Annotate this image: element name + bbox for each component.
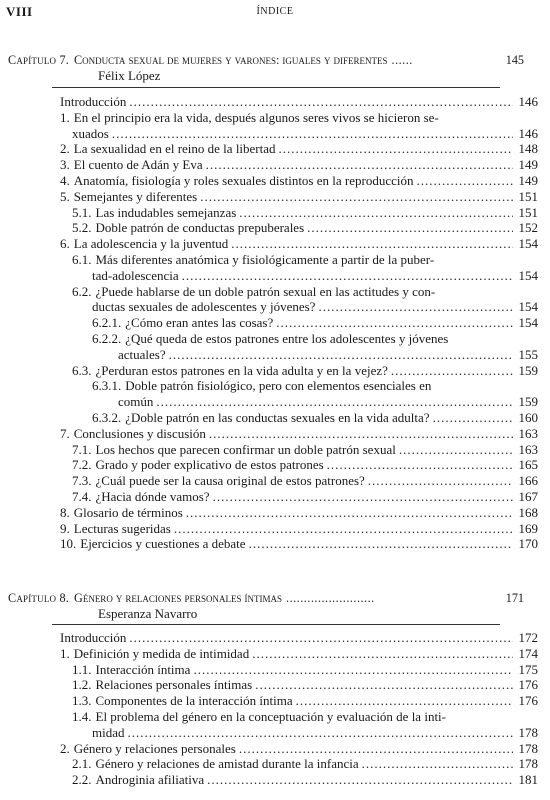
toc-entry-text: Androginia afiliativa [95,772,205,788]
dot-leader [279,141,513,157]
toc-entry-number: 10. [60,536,77,552]
toc-entry [8,410,538,426]
toc-entry-page: 148 [518,141,538,157]
toc-entry-number: 3. [60,157,70,173]
running-header [6,4,544,22]
toc-entry-number: 7.4. [72,488,92,504]
dot-leader [186,505,513,521]
toc-entry-page: 166 [518,473,538,489]
dot-leader [239,205,513,221]
toc-entry-text-continued: xuados [72,125,109,141]
toc-entry-page: 165 [518,457,538,473]
dot-leader [252,646,513,662]
chapter-author: Félix López [98,68,161,84]
toc-entry-number: 1. [60,109,70,125]
chapter-label: Capítulo 7. [8,53,70,67]
toc-entry [8,630,538,646]
toc-entry-page: 152 [518,220,538,236]
toc-entry-page: 176 [518,677,538,693]
toc-entry [8,536,538,552]
toc-entry-page: 170 [518,536,538,552]
toc-entry-number: 7.1. [72,441,92,457]
toc-entry [8,173,538,189]
toc-entry-text: Glosario de términos [73,504,183,520]
divider [52,624,500,625]
toc-entry-page: 181 [518,772,538,788]
toc-entry-number: 2.1. [72,756,92,772]
dot-leader [169,347,513,363]
toc-entry [8,646,538,662]
dot-leader [416,173,513,189]
dot-leader [368,473,513,489]
toc-entry-number: 6.2. [72,283,92,299]
toc-entry-number: 1.1. [72,661,92,677]
toc-entry-text: Conclusiones y discusión [73,425,206,441]
dot-leader [129,630,513,646]
dot-leader [399,442,513,458]
toc-entry-text: ¿Qué queda de estos patrones entre los adolescentes y jóvenes [125,330,449,346]
chapter-label: Capítulo 8. [8,591,70,605]
toc-entry-page: 149 [518,172,538,188]
toc-entry-page: 169 [518,520,538,536]
toc-entry-number: 8. [60,504,70,520]
dot-leader [255,677,513,693]
toc-entry-text: ¿Hacia dónde vamos? [95,488,210,504]
toc-entry-text: ¿Cuál puede ser la causa original de estos patrones? [95,473,365,489]
toc-entry-page: 163 [518,441,538,457]
toc-entry-text: Más diferentes anatómica y fisiológicamente a partir de la puber- [95,251,435,267]
chapter-heading: Capítulo 7. Conducta sexual de mujeres y varones: iguales y diferentes ...... 145 Félix López [8,53,524,84]
toc-entry [8,252,538,284]
toc-entry [8,489,538,505]
toc-entry [8,94,538,110]
toc-entry [8,505,538,521]
dot-leader [239,741,513,757]
toc-entry-number: 1.4. [72,708,92,724]
toc-entry-page: 175 [518,661,538,677]
toc-entry-number: 5.2. [72,220,92,236]
toc-entry-number: 6. [60,236,70,252]
toc-entry-number: 7.2. [72,457,92,473]
toc-entry [8,157,538,173]
dot-leader [276,315,513,331]
toc-entry [8,442,538,458]
dot-leader [207,772,513,788]
toc-entry-page: 154 [518,267,538,283]
toc-entry-page: 149 [518,157,538,173]
toc-entry-number: 6.2.1. [92,315,122,331]
toc-entry-text: ¿Doble patrón en las conductas sexuales en la vida adulta? [125,409,430,425]
toc-entry-page: 178 [518,756,538,772]
toc-entry [8,236,538,252]
toc-entry [8,284,538,316]
toc-entry-text: Definición y medida de intimidad [73,645,250,661]
toc-entry-page: 151 [518,188,538,204]
toc-list [8,94,538,552]
toc-entry [8,378,538,410]
chapter-heading: Capítulo 8. Género y relaciones personales íntimas ......................... 171 Esperanza Navarro [8,591,524,622]
toc-entry-text: ¿Puede hablarse de un doble patrón sexual en las actitudes y con- [95,283,436,299]
toc-entry-page: 154 [518,236,538,252]
dot-leader [128,725,514,741]
toc-entry-text: Género y relaciones de amistad durante la infancia [95,756,359,772]
toc-entry [8,457,538,473]
toc-entry-number: 7.3. [72,473,92,489]
toc-entry-text-continued: midad [92,724,125,740]
toc-entry-page: 154 [518,315,538,331]
toc-entry-page: 176 [518,693,538,709]
dot-leader [206,157,513,173]
toc-entry-number: 5.1. [72,204,92,220]
toc-entry-page: 163 [518,425,538,441]
toc-entry-text: Ejercicios y cuestiones a debate [80,536,246,552]
toc-entry-page: 146 [518,125,538,141]
toc-entry-text: Doble patrón fisiológico, pero con elementos esenciales en [125,378,432,394]
toc-entry-number: 1. [60,645,70,661]
toc-entry-number: 6.3.1. [92,378,122,394]
toc-entry-text-continued: actuales? [118,346,166,362]
toc-entry-page: 159 [518,394,538,410]
running-title: ÍNDICE [256,6,294,17]
toc-entry-number: 2. [60,740,70,756]
toc-entry-text: Interacción íntima [95,661,191,677]
dot-leader [174,521,513,537]
toc-entry-text-continued: tad-adolescencia [92,267,179,283]
toc-entry [8,709,538,741]
chapter-page: 171 [505,591,524,605]
toc-entry-number: 2.2. [72,772,92,788]
toc-entry [8,189,538,205]
toc-entry [8,677,538,693]
dot-leader [249,536,513,552]
toc-entry-text: ¿Perduran estos patrones en la vida adulta y en la vejez? [95,362,388,378]
toc-entry-text: La sexualidad en el reino de la libertad [73,141,276,157]
chapter-title: Conducta sexual de mujeres y varones: iguales y diferentes [74,53,388,67]
toc-entry [8,693,538,709]
dot-leader [200,189,513,205]
toc-entry [8,426,538,442]
toc-entry-number: 7. [60,425,70,441]
dot-leader [156,394,513,410]
dot-leader [213,489,513,505]
toc-entry-page: 154 [518,299,538,315]
toc-entry-number: 5. [60,188,70,204]
toc-entry [8,662,538,678]
toc-entry-text: El cuento de Adán y Eva [73,157,203,173]
toc-entry-page: 178 [518,740,538,756]
toc-entry-text: Género y relaciones personales [73,740,236,756]
dot-leader [362,756,513,772]
toc-entry-number: 4. [60,172,70,188]
toc-entry [8,363,538,379]
dot-leader [391,363,513,379]
toc-entry [8,756,538,772]
dot-leader [318,299,513,315]
toc-entry [8,205,538,221]
toc-entry-text: Los hechos que parecen confirmar un doble patrón sexual [95,441,396,457]
toc-entry-text: Grado y poder explicativo de estos patrones [95,457,324,473]
dot-leader [327,457,513,473]
dot-leader [231,236,513,252]
chapter-title: Género y relaciones personales íntimas [74,591,283,605]
toc-entry-page: 155 [518,346,538,362]
dot-leader [193,662,513,678]
toc-entry-page: 168 [518,504,538,520]
toc-entry-number: 9. [60,520,70,536]
toc-entry-number: 6.3. [72,362,92,378]
toc-entry [8,331,538,363]
toc-entry-page: 146 [518,94,538,109]
toc-entry [8,521,538,537]
toc-entry [8,473,538,489]
toc-entry-page: 167 [518,488,538,504]
toc-entry-page: 160 [518,409,538,425]
toc-entry-text: Componentes de la interacción íntima [95,693,293,709]
toc-entry-page: 151 [518,204,538,220]
toc-entry-number: 1.3. [72,693,92,709]
toc-entry-text: La adolescencia y la juventud [73,236,229,252]
toc-entry-number: 6.3.2. [92,409,122,425]
toc-entry-text: El problema del género en la conceptuación y evaluación de la inti- [95,708,446,724]
dot-leader [307,220,513,236]
toc-entry-text: Relaciones personales íntimas [95,677,253,693]
dot-leader [296,693,513,709]
toc-entry-page: 178 [518,724,538,740]
toc-entry [8,220,538,236]
toc-entry-text: Semejantes y diferentes [73,188,198,204]
toc-list [8,630,538,788]
toc-entry [8,772,538,788]
toc-entry [8,315,538,331]
toc-entry-page: 172 [518,630,538,645]
toc-entry [8,141,538,157]
dot-leader [182,268,513,284]
toc-entry-text: Anatomía, fisiología y roles sexuales distintos en la reproducción [73,172,414,188]
toc-entry-number: 6.2.2. [92,330,122,346]
toc-entry-page: 174 [518,645,538,661]
toc-entry-number: 2. [60,141,70,157]
toc-entry-text: Doble patrón de conductas prepuberales [95,220,305,236]
toc-entry-number: 6.1. [72,251,92,267]
toc-entry-page: 159 [518,362,538,378]
toc-entry [8,741,538,757]
dot-leader [433,410,513,426]
divider [52,87,500,88]
chapter-author: Esperanza Navarro [98,606,198,622]
toc-entry-text: En el principio era la vida, después algunos seres vivos se hicieron se- [73,109,439,125]
dot-leader [209,426,513,442]
toc-entry-text: ¿Cómo eran antes las cosas? [125,315,274,331]
dot-leader [112,126,513,142]
chapter-page: 145 [505,53,524,67]
toc-entry [8,110,538,142]
toc-entry-number: 1.2. [72,677,92,693]
toc-entry-text-continued: común [118,394,154,410]
toc-entry-text: Introducción [60,630,127,645]
toc-entry-text-continued: ductas sexuales de adolescentes y jóvenes? [92,299,316,315]
page-number: VIII [6,4,33,19]
dot-leader [129,94,513,110]
toc-entry-text: Introducción [60,94,127,109]
toc-entry-text: Lecturas sugeridas [73,520,171,536]
toc-entry-text: Las indudables semejanzas [95,204,237,220]
